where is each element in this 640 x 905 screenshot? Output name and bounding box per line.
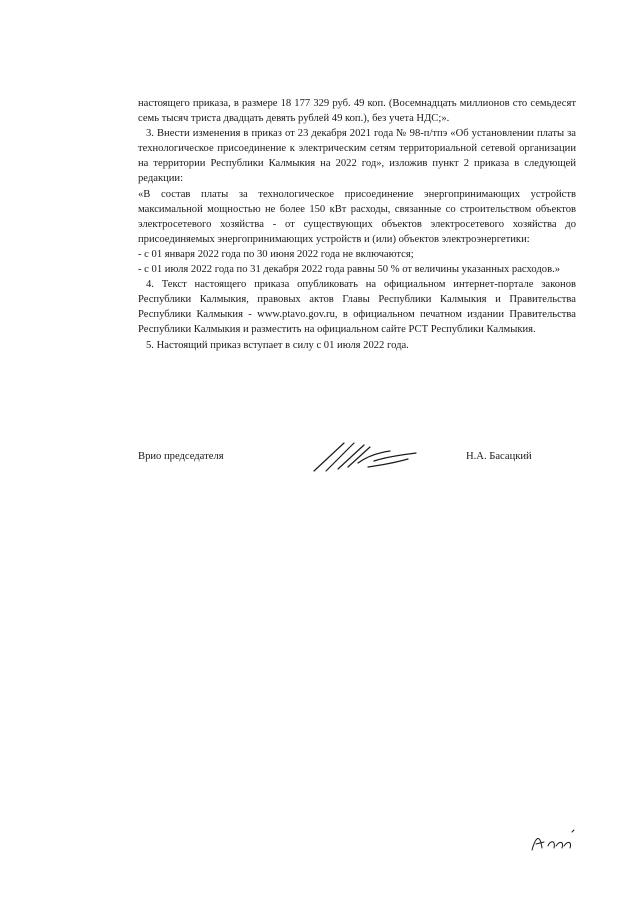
signer-name: Н.А. Басацкий — [466, 451, 532, 462]
signature-block — [138, 451, 576, 491]
paragraph-bullet-1: - с 01 января 2022 года по 30 июня 2022 года не включаются; — [138, 248, 414, 260]
handwritten-initials — [528, 826, 578, 854]
paragraph-quote: «В состав платы за технологическое присоединение энергопринимающих устройств максимальной мощностью не более 150 кВт расходы, связанные со строительством объектов электросетевого хозяйства - от существующих объектов электросетевого хозяйства до присоединяемых энергопринимающих устройств и (или) объектов электроэнергетики: — [138, 188, 576, 245]
paragraph-item-5: 5. Настоящий приказ вступает в силу с 01 июля 2022 года. — [146, 339, 409, 351]
paragraph-bullet-2: - с 01 июля 2022 года по 31 декабря 2022 года равны 50 % от величины указанных расходов.» — [138, 264, 561, 276]
signer-title: Врио председателя — [138, 451, 224, 462]
paragraph-item-3: 3. Внести изменения в приказ от 23 декабря 2021 года № 98-п/тпэ «Об установлении платы за технологическое присоединение к электрическим сетям территориальной сетевой организации на территории Республики Калмыкия на 2022 год», изложив пункт 2 приказа в следующей редакции: — [138, 128, 576, 185]
paragraph-item-4: 4. Текст настоящего приказа опубликовать на официальном интернет-портале законов Республики Калмыкия, правовых актов Главы Республики Калмыкия и Правительства Республики Калмыкия - www.ptavo.gov.ru, в официальном печатном издании Правительства Республики Калмыкия и разместить на официальном сайте РСТ Республики Калмыкия. — [138, 279, 576, 336]
document-body — [138, 96, 576, 353]
paragraph-continuation: настоящего приказа, в размере 18 177 329 руб. 49 коп. (Восемнадцать миллионов сто семьдесят семь тысяч триста двадцать девять рублей 49 коп.), без учета НДС;». — [138, 98, 576, 125]
handwritten-signature — [304, 437, 424, 477]
